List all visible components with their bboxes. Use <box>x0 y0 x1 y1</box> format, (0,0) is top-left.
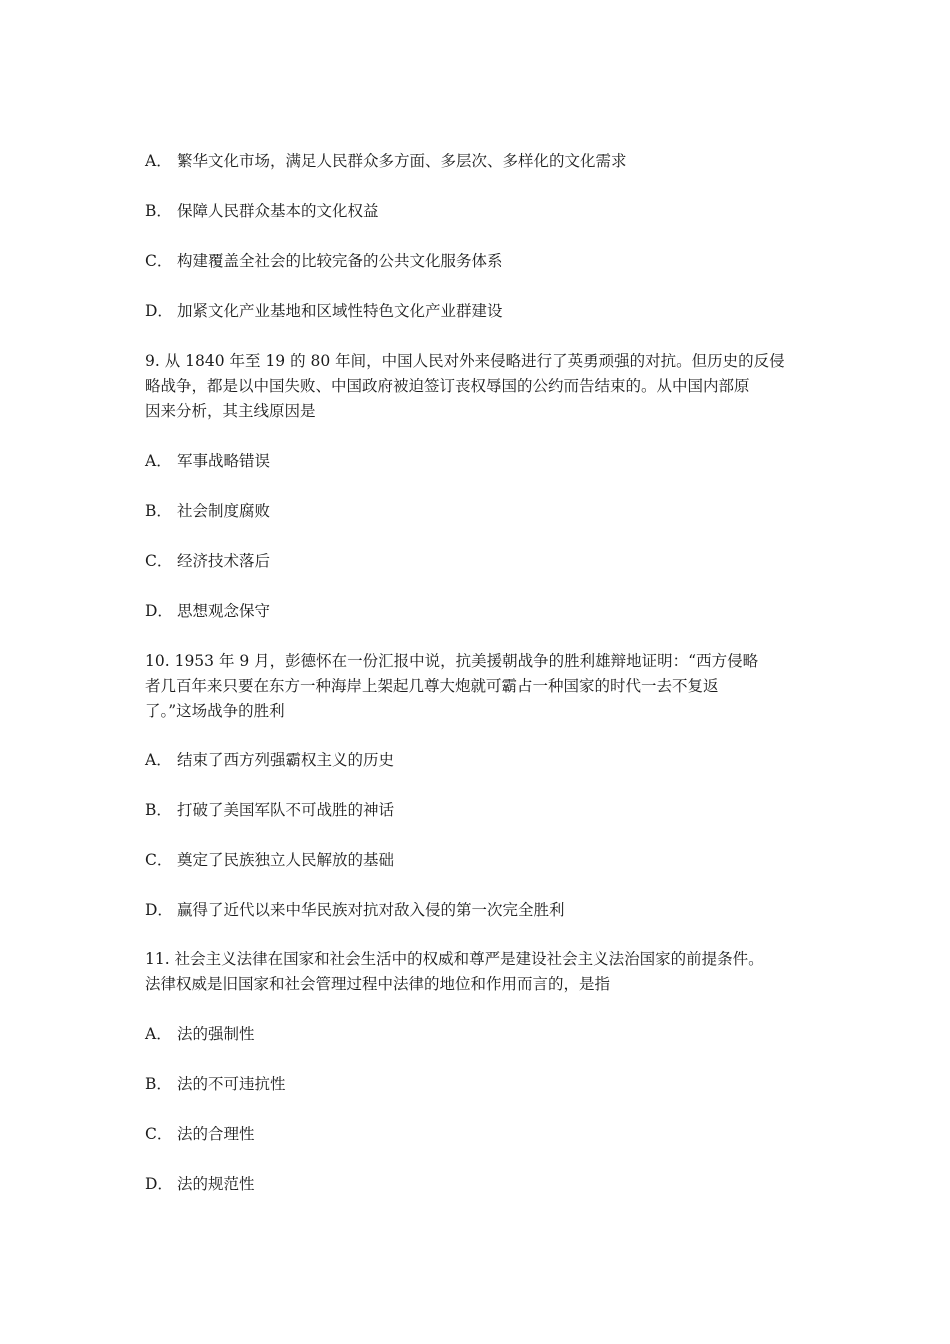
q9-option-d <box>145 599 815 624</box>
q8-option-d <box>145 299 815 324</box>
option-letter: D． <box>145 302 173 320</box>
option-text: 加紧文化产业基地和区域性特色文化产业群建设 <box>177 302 503 320</box>
option-letter: B． <box>145 502 172 520</box>
q9-option-b <box>145 499 815 524</box>
q10-stem-line-2: 者几百年来只要在东方一种海岸上架起几尊大炮就可霸占一种国家的时代一去不复返 <box>145 677 719 695</box>
q10-option-a <box>145 748 815 773</box>
option-letter: B． <box>145 202 172 220</box>
option-letter: D． <box>145 1175 173 1193</box>
option-letter: A． <box>145 452 172 470</box>
option-text: 打破了美国军队不可战胜的神话 <box>177 801 395 819</box>
option-letter: B． <box>145 801 172 819</box>
option-text: 法的规范性 <box>177 1175 255 1193</box>
q10-stem-line-1: 10. 1953 年 9 月，彭德怀在一份汇报中说，抗美援朝战争的胜利雄辩地证明：“西方侵略 <box>145 652 759 670</box>
option-letter: C． <box>145 552 173 570</box>
q11-option-c <box>145 1122 815 1147</box>
option-text: 构建覆盖全社会的比较完备的公共文化服务体系 <box>177 252 503 270</box>
option-text: 军事战略错误 <box>177 452 271 470</box>
q9-stem-line-1: 9. 从 1840 年至 19 的 80 年间，中国人民对外来侵略进行了英勇顽强的对抗。但历史的反侵 <box>145 352 785 370</box>
q10-option-c <box>145 848 815 873</box>
q9-stem-line-3: 因来分析，其主线原因是 <box>145 402 316 420</box>
option-text: 奠定了民族独立人民解放的基础 <box>177 851 395 869</box>
option-letter: C． <box>145 1125 173 1143</box>
q11-stem-line-2: 法律权威是旧国家和社会管理过程中法律的地位和作用而言的，是指 <box>145 975 611 993</box>
option-text: 赢得了近代以来中华民族对抗对敌入侵的第一次完全胜利 <box>177 901 565 919</box>
option-text: 法的合理性 <box>177 1125 255 1143</box>
option-letter: A． <box>145 1025 172 1043</box>
q11-stem-line-1: 11. 社会主义法律在国家和社会生活中的权威和尊严是建设社会主义法治国家的前提条件。 <box>145 950 764 968</box>
option-text: 社会制度腐败 <box>177 502 271 520</box>
option-letter: A． <box>145 152 172 170</box>
option-letter: A． <box>145 751 172 769</box>
option-letter: D． <box>145 901 173 919</box>
q8-option-c <box>145 249 815 274</box>
option-text: 保障人民群众基本的文化权益 <box>177 202 379 220</box>
q9-stem-line-2: 略战争，都是以中国失败、中国政府被迫签订丧权辱国的公约而告结束的。从中国内部原 <box>145 377 750 395</box>
q9-option-c <box>145 549 815 574</box>
option-letter: B． <box>145 1075 172 1093</box>
option-letter: C． <box>145 252 173 270</box>
option-text: 结束了西方列强霸权主义的历史 <box>177 751 395 769</box>
option-text: 繁华文化市场，满足人民群众多方面、多层次、多样化的文化需求 <box>177 152 627 170</box>
option-letter: D． <box>145 602 173 620</box>
q10-option-d <box>145 898 815 923</box>
q11-option-a <box>145 1022 815 1047</box>
q9-option-a <box>145 449 815 474</box>
option-text: 经济技术落后 <box>177 552 271 570</box>
q10-option-b <box>145 798 815 823</box>
q10-stem-line-3: 了。”这场战争的胜利 <box>145 702 285 720</box>
q8-option-b <box>145 199 815 224</box>
option-text: 法的强制性 <box>177 1025 255 1043</box>
option-text: 法的不可违抗性 <box>177 1075 286 1093</box>
option-text: 思想观念保守 <box>177 602 271 620</box>
q8-option-a <box>145 149 815 174</box>
q11-option-b <box>145 1072 815 1097</box>
q11-option-d <box>145 1172 815 1197</box>
option-letter: C． <box>145 851 173 869</box>
